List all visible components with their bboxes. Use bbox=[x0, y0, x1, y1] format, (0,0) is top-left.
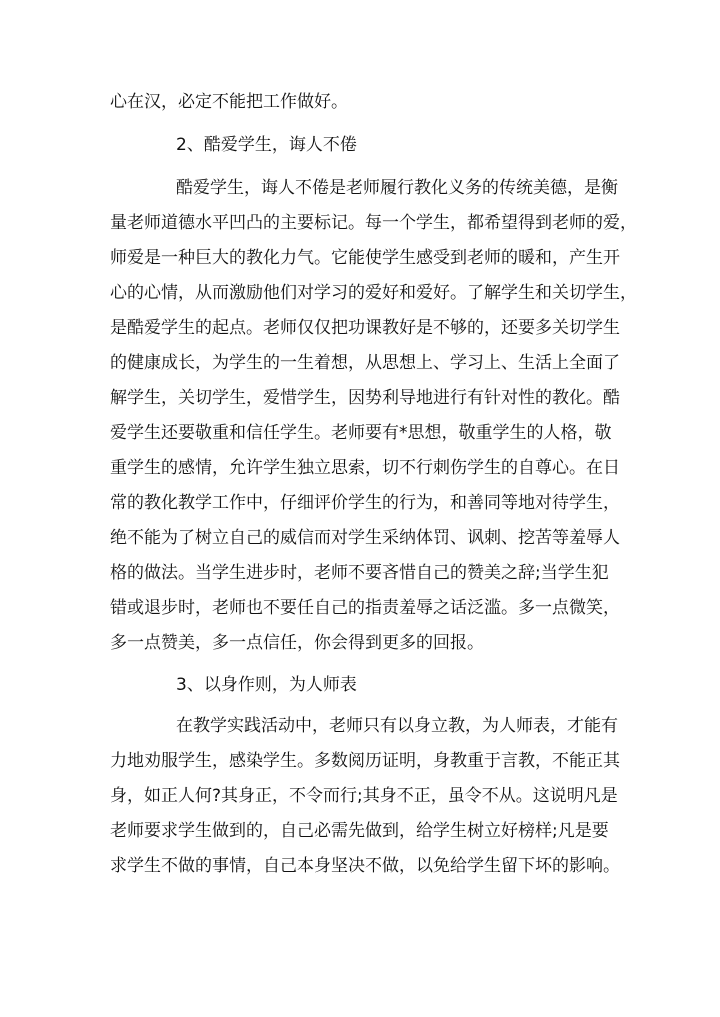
text-line: 老师要求学生做到的，自己必需先做到，给学生树立好榜样;凡是要 bbox=[110, 821, 609, 841]
text-line: 求学生不做的事情，自己本身坚决不做，以免给学生留下坏的影响。 bbox=[110, 856, 620, 876]
text-line: 重学生的感情，允许学生独立思索，切不行刺伤学生的自尊心。在日 bbox=[110, 458, 620, 478]
text-line: 绝不能为了树立自己的威信而对学生采纳体罚、讽刺、挖苦等羞辱人 bbox=[110, 528, 620, 548]
text-line: 的健康成长，为学生的一生着想，从思想上、学习上、生活上全面了 bbox=[110, 353, 620, 373]
text-line: 师爱是一种巨大的教化力气。它能使学生感受到老师的暖和，产生开 bbox=[110, 248, 620, 268]
paragraph-first-line: 酷爱学生，诲人不倦是老师履行教化义务的传统美德，是衡 bbox=[176, 178, 618, 198]
text-line: 爱学生还要敬重和信任学生。老师要有*思想，敬重学生的人格，敬 bbox=[110, 423, 612, 443]
text-line: 心在汉，必定不能把工作做好。 bbox=[110, 92, 348, 112]
text-line: 是酷爱学生的起点。老师仅仅把功课教好是不够的，还要多关切学生 bbox=[110, 318, 620, 338]
paragraph-first-line: 在教学实践活动中，老师只有以身立教，为人师表，才能有 bbox=[176, 716, 618, 736]
text-line: 错或退步时，老师也不要任自己的指责羞辱之话泛滥。多一点微笑， bbox=[110, 598, 620, 618]
text-line: 力地劝服学生，感染学生。多数阅历证明，身教重于言教，不能正其 bbox=[110, 751, 620, 771]
section-heading: 3、以身作则，为人师表 bbox=[176, 675, 357, 695]
text-line: 多一点赞美，多一点信任，你会得到更多的回报。 bbox=[110, 633, 484, 653]
text-line: 解学生，关切学生，爱惜学生，因势利导地进行有针对性的教化。酷 bbox=[110, 388, 620, 408]
text-line: 常的教化教学工作中，仔细评价学生的行为，和善同等地对待学生， bbox=[110, 493, 620, 513]
text-line: 量老师道德水平凹凸的主要标记。每一个学生，都希望得到老师的爱， bbox=[110, 213, 637, 233]
text-line: 格的做法。当学生进步时，老师不要吝惜自己的赞美之辞;当学生犯 bbox=[110, 563, 609, 583]
text-line: 心的心情，从而激励他们对学习的爱好和爱好。了解学生和关切学生， bbox=[110, 283, 637, 303]
text-line: 身，如正人何?其身正，不令而行;其身不正，虽令不从。这说明凡是 bbox=[110, 786, 618, 806]
section-heading: 2、酷爱学生，诲人不倦 bbox=[176, 135, 357, 155]
